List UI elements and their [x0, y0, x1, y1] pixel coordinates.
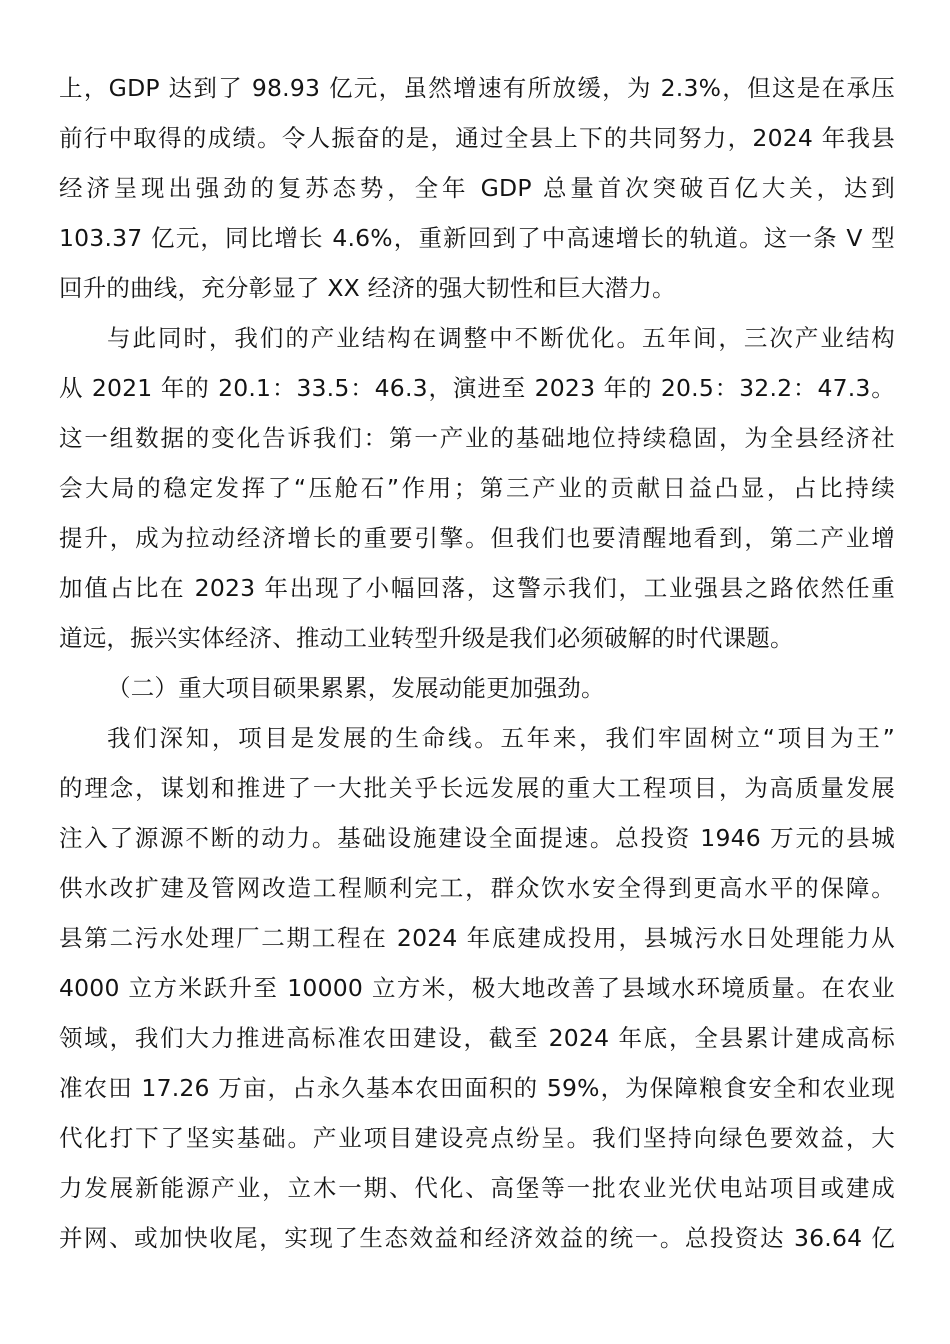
text-line-2: 前行中取得的成绩。令人振奋的是，通过全县上下的共同努力，2024 年我县: [59, 124, 895, 152]
text-line-24: 并网、或加快收尾，实现了生态效益和经济效益的统一。总投资达 36.64 亿: [59, 1224, 895, 1252]
text-line-6: 与此同时，我们的产业结构在调整中不断优化。五年间，三次产业结构: [107, 324, 895, 352]
text-line-21: 准农田 17.26 万亩，占永久基本农田面积的 59%，为保障粮食安全和农业现: [59, 1074, 895, 1102]
text-line-10: 提升，成为拉动经济增长的重要引擎。但我们也要清醒地看到，第二产业增: [59, 524, 895, 552]
text-line-11: 加值占比在 2023 年出现了小幅回落，这警示我们，工业强县之路依然任重: [59, 574, 895, 602]
text-line-18: 县第二污水处理厂二期工程在 2024 年底建成投用，县城污水日处理能力从: [59, 924, 895, 952]
text-line-12: 道远，振兴实体经济、推动工业转型升级是我们必须破解的时代课题。: [59, 624, 794, 652]
text-line-1: 上，GDP 达到了 98.93 亿元，虽然增速有所放缓，为 2.3%，但这是在承压: [59, 74, 895, 102]
text-line-17: 供水改扩建及管网改造工程顺利完工，群众饮水安全得到更高水平的保障。: [59, 874, 895, 902]
text-line-23: 力发展新能源产业，立木一期、代化、高堡等一批农业光伏电站项目或建成: [59, 1174, 895, 1202]
text-line-8: 这一组数据的变化告诉我们：第一产业的基础地位持续稳固，为全县经济社: [59, 424, 895, 452]
text-line-15: 的理念，谋划和推进了一大批关乎长远发展的重大工程项目，为高质量发展: [59, 774, 895, 802]
text-line-5: 回升的曲线，充分彰显了 XX 经济的强大韧性和巨大潜力。: [59, 274, 676, 302]
text-line-22: 代化打下了坚实基础。产业项目建设亮点纷呈。我们坚持向绿色要效益，大: [59, 1124, 895, 1152]
text-line-16: 注入了源源不断的动力。基础设施建设全面提速。总投资 1946 万元的县城: [59, 824, 895, 852]
text-line-19: 4000 立方米跃升至 10000 立方米，极大地改善了县域水环境质量。在农业: [59, 974, 895, 1002]
text-line-20: 领域，我们大力推进高标准农田建设，截至 2024 年底，全县累计建成高标: [59, 1024, 895, 1052]
text-line-3: 经济呈现出强劲的复苏态势，全年 GDP 总量首次突破百亿大关，达到: [59, 174, 895, 202]
text-line-14: 我们深知，项目是发展的生命线。五年来，我们牢固树立“项目为王”: [107, 724, 895, 752]
text-line-7: 从 2021 年的 20.1：33.5：46.3，演进至 2023 年的 20.5：32.2：47.3。: [59, 374, 895, 402]
section-heading: （二）重大项目硕果累累，发展动能更加强劲。: [107, 674, 605, 702]
text-line-9: 会大局的稳定发挥了“压舱石”作用；第三产业的贡献日益凸显，占比持续: [59, 474, 895, 502]
text-line-4: 103.37 亿元，同比增长 4.6%，重新回到了中高速增长的轨道。这一条 V 型: [59, 224, 895, 252]
